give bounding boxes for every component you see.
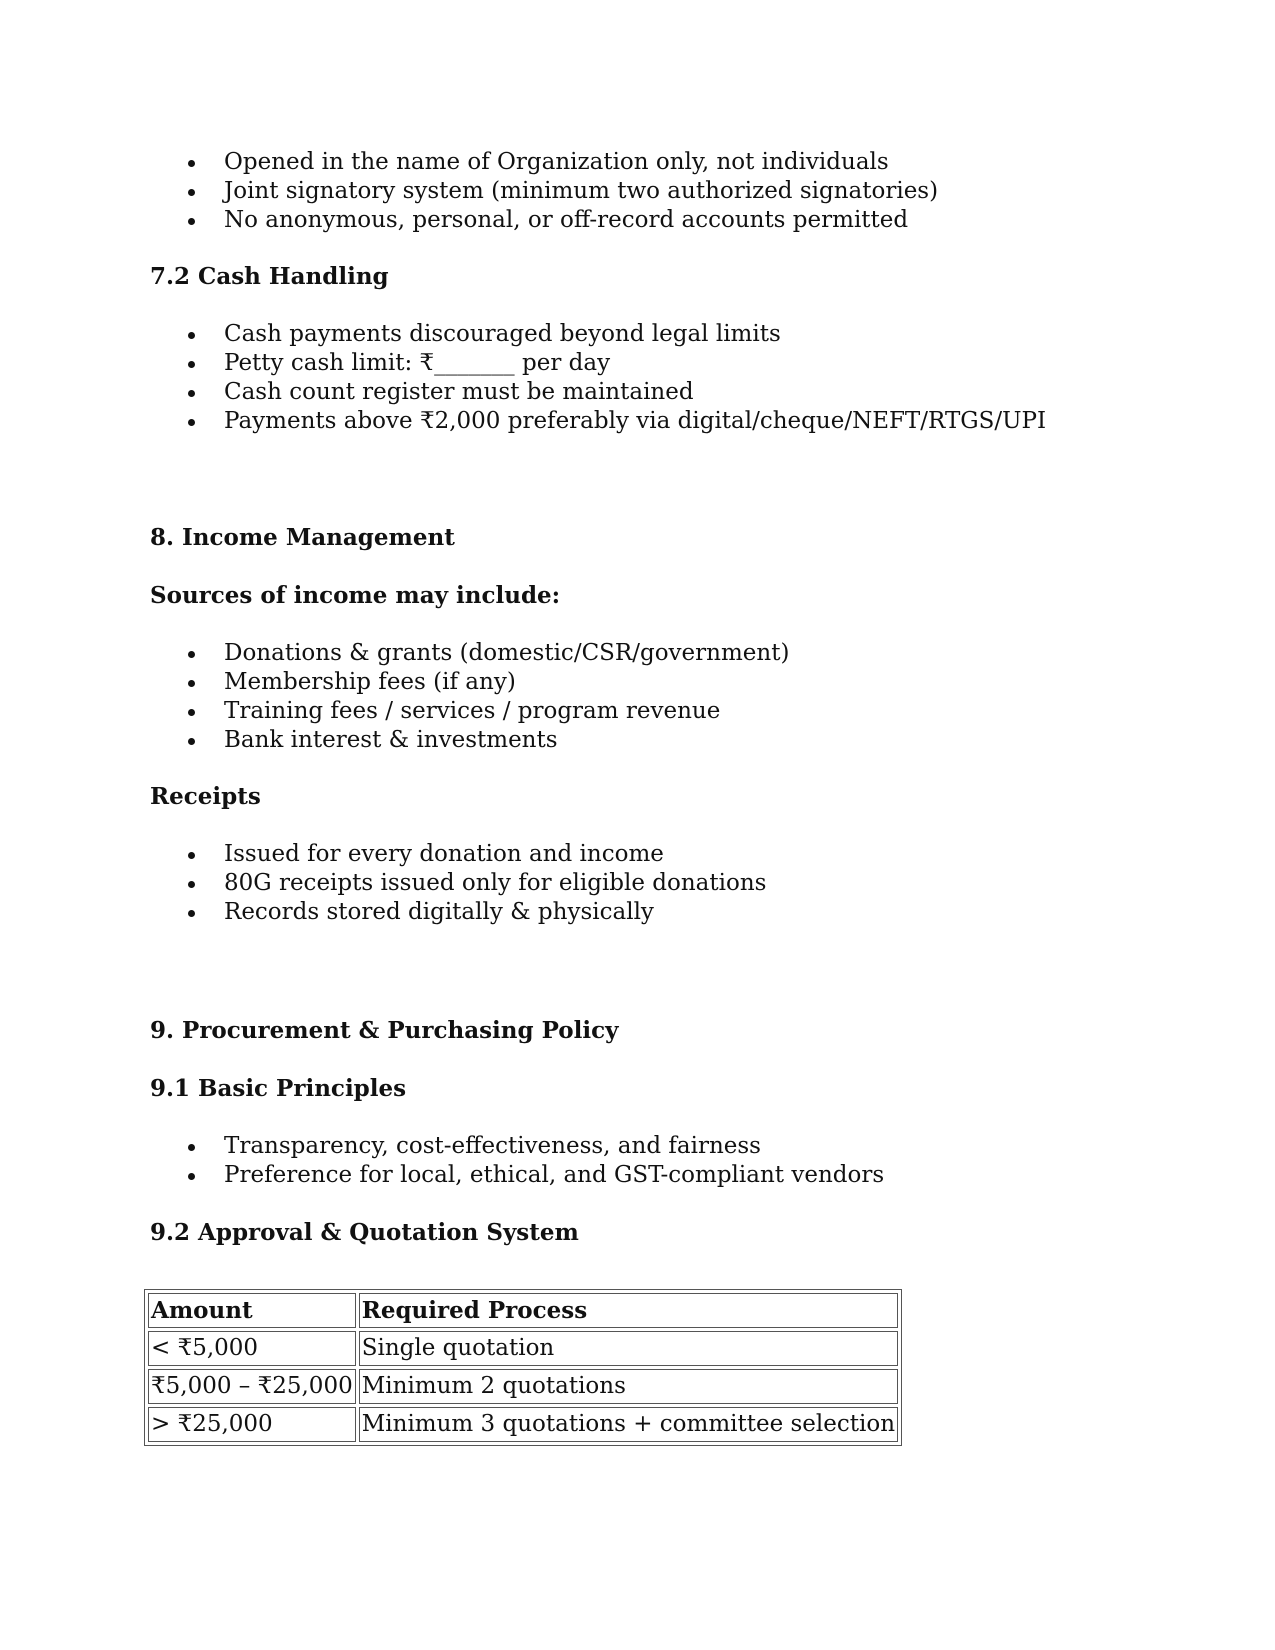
list-item [188, 898, 766, 927]
bank-account-rules-list [188, 148, 938, 235]
list-item [188, 869, 766, 898]
list-item-text: Issued for every donation and income [224, 841, 664, 867]
list-item [188, 726, 789, 755]
amount-cell: > ₹25,000 [148, 1407, 356, 1442]
bullet-icon [188, 419, 195, 426]
list-item-text: Cash payments discouraged beyond legal limits [224, 321, 781, 347]
cash-handling-list [188, 320, 1046, 436]
basic-principles-list [188, 1132, 884, 1190]
list-item-text: Bank interest & investments [224, 727, 558, 753]
procurement-heading: 9. Procurement & Purchasing Policy [150, 1017, 619, 1044]
list-item [188, 349, 1046, 378]
bullet-icon [188, 390, 195, 397]
table-row [148, 1331, 898, 1366]
list-item [188, 148, 938, 177]
column-header-amount: Amount [148, 1293, 356, 1328]
list-item-text: Membership fees (if any) [224, 669, 516, 695]
list-item-text: Transparency, cost-effectiveness, and fairness [224, 1133, 761, 1159]
list-item-text: Cash count register must be maintained [224, 379, 694, 405]
income-management-heading: 8. Income Management [150, 524, 455, 551]
bullet-icon [188, 852, 195, 859]
list-item-text: Payments above ₹2,000 preferably via digital/cheque/NEFT/RTGS/UPI [224, 408, 1047, 434]
bullet-icon [188, 709, 195, 716]
bullet-icon [188, 332, 195, 339]
process-cell: Minimum 3 quotations + committee selection [359, 1407, 898, 1442]
table-row [148, 1369, 898, 1404]
approval-system-heading: 9.2 Approval & Quotation System [150, 1219, 579, 1246]
list-item [188, 1161, 884, 1190]
bullet-icon [188, 189, 195, 196]
column-header-required-process: Required Process [359, 1293, 898, 1328]
list-item [188, 320, 1046, 349]
income-sources-list [188, 639, 789, 755]
cash-handling-heading: 7.2 Cash Handling [150, 263, 389, 290]
list-item-text: Donations & grants (domestic/CSR/government) [224, 640, 790, 666]
process-cell: Single quotation [359, 1331, 898, 1366]
bullet-icon [188, 651, 195, 658]
amount-cell: ₹5,000 – ₹25,000 [148, 1369, 356, 1404]
bullet-icon [188, 160, 195, 167]
list-item-text: Opened in the name of Organization only, not individuals [224, 149, 889, 175]
list-item [188, 177, 938, 206]
list-item [188, 206, 938, 235]
bullet-icon [188, 1144, 195, 1151]
bullet-icon [188, 218, 195, 225]
table-header-row [148, 1293, 898, 1328]
list-item-text: Joint signatory system (minimum two authorized signatories) [224, 178, 939, 204]
bullet-icon [188, 910, 195, 917]
bullet-icon [188, 680, 195, 687]
income-sources-heading: Sources of income may include: [150, 582, 561, 609]
receipts-list [188, 840, 766, 927]
list-item [188, 407, 1046, 436]
amount-cell: < ₹5,000 [148, 1331, 356, 1366]
bullet-icon [188, 738, 195, 745]
list-item [188, 668, 789, 697]
approval-quotation-table [144, 1289, 902, 1446]
list-item [188, 697, 789, 726]
list-item [188, 378, 1046, 407]
bullet-icon [188, 1173, 195, 1180]
bullet-icon [188, 881, 195, 888]
list-item-text: Petty cash limit: ₹_______ per day [224, 350, 611, 376]
table-row [148, 1407, 898, 1442]
receipts-heading: Receipts [150, 783, 261, 810]
list-item [188, 1132, 884, 1161]
list-item [188, 639, 789, 668]
list-item-text: Records stored digitally & physically [224, 899, 654, 925]
list-item [188, 840, 766, 869]
list-item-text: Training fees / services / program revenue [224, 698, 721, 724]
process-cell: Minimum 2 quotations [359, 1369, 898, 1404]
list-item-text: No anonymous, personal, or off-record accounts permitted [224, 207, 909, 233]
list-item-text: Preference for local, ethical, and GST-compliant vendors [224, 1162, 885, 1188]
basic-principles-heading: 9.1 Basic Principles [150, 1075, 407, 1102]
bullet-icon [188, 361, 195, 368]
list-item-text: 80G receipts issued only for eligible donations [224, 870, 767, 896]
